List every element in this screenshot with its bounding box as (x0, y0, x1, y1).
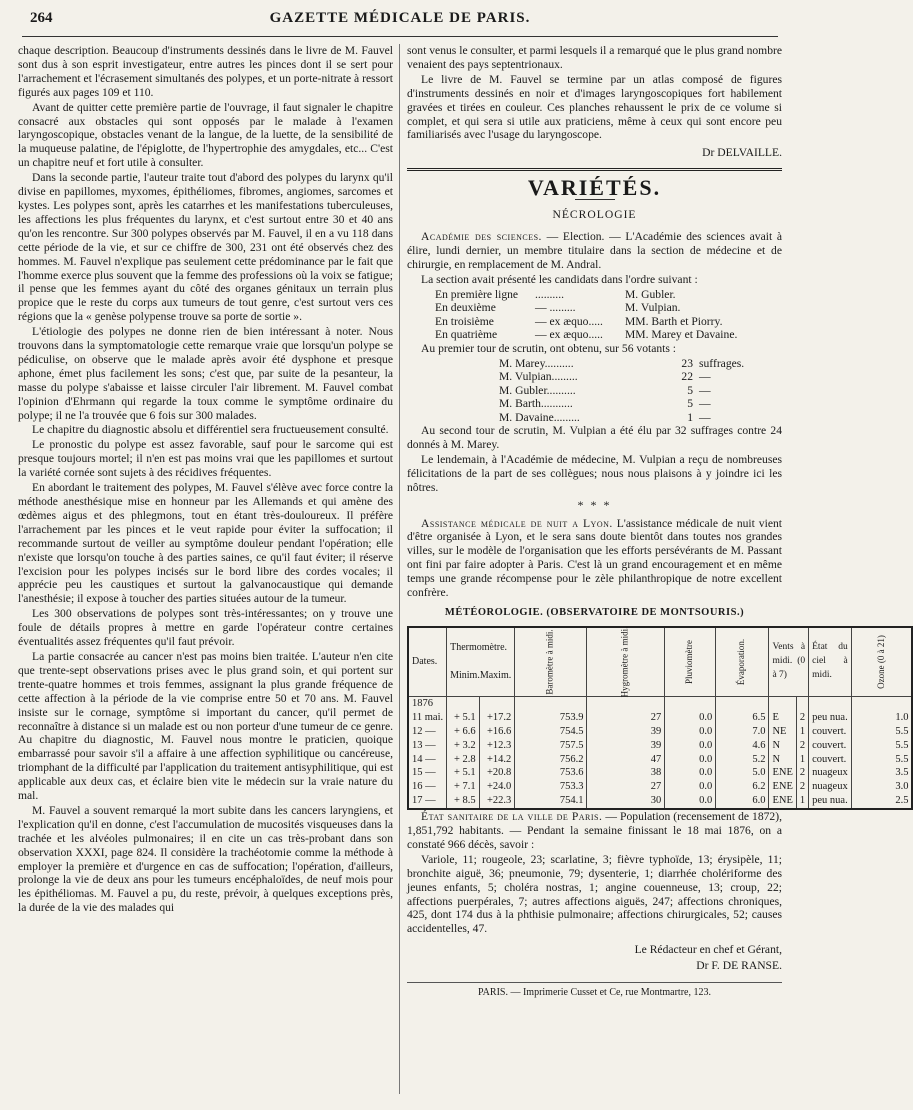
max-cell: +24.0 (479, 780, 515, 794)
second-round-text: Au second tour de scrutin, M. Vulpian a été élu par 32 suffrages contre 24 donnés à M. Marey. (407, 424, 782, 451)
max-cell: +20.8 (479, 766, 515, 780)
page-header (22, 8, 778, 34)
pluvio-cell: 0.0 (665, 711, 716, 725)
editor-signature (407, 942, 782, 974)
force-cell: 1 (796, 725, 808, 739)
minim-label: Minim. (450, 669, 480, 681)
hygro-cell: 47 (587, 753, 665, 767)
force-cell: 1 (796, 753, 808, 767)
vote-count: 23 (681, 356, 693, 370)
meteo-row (408, 725, 912, 739)
candidates-list (407, 288, 782, 342)
candidate-name: M. Gubler. (625, 287, 676, 301)
force-cell: 2 (796, 711, 808, 725)
min-cell: + 6.6 (447, 725, 480, 739)
journal-title: GAZETTE MÉDICALE DE PARIS. (269, 10, 531, 26)
vote-count: 5 (687, 397, 693, 411)
article-paragraph: Le pronostic du polype est assez favorable, sauf pour le sarcome qui est presque toujours mortel; il n'en est pas moins vrai que les papillomes et surtout la variété cornée sont sujets à des récidives fréquentes. (18, 438, 393, 480)
academie-heading: Académie des sciences. (421, 230, 542, 244)
hygrometre-label: Hygromètre à midi. (619, 626, 630, 698)
vote-row (499, 411, 782, 425)
hygro-cell: 39 (587, 739, 665, 753)
votes-list (407, 357, 782, 425)
meteo-row (408, 780, 912, 794)
hygro-cell: 27 (587, 780, 665, 794)
article-paragraph: Le chapitre du diagnostic absolu et différentiel sera fructueusement consulté. (32, 423, 389, 437)
vote-unit: — (699, 397, 711, 411)
meteo-row (408, 739, 912, 753)
academie-text: — Election. — L'Académie des sciences avait à élire, lundi dernier, un membre titulaire dans la section de médecine et de chirurgie, en remplacement de M. Andral. (407, 230, 782, 271)
etat-sanitaire-causes: Variole, 11; rougeole, 23; scarlatine, 3; fièvre typhoïde, 13; érysipèle, 11; bronchite aiguë, 36; pneumonie, 79; dysenterie, 1; diarrhée cholériforme des jeunes enfants, 5; choléra nostras, 1; angine couenneuse, 13; croup, 22; affections puerpérales, 7; autres affections aiguës, 247; affections chroniques, 425, dont 174 dus à la phthisie pulmonaire; affections chirurgicales, 52; causes accidentelles, 47. (407, 852, 782, 936)
vote-unit: — (699, 410, 711, 424)
candidate-name: M. Vulpian. (625, 301, 681, 315)
column-divider (399, 44, 400, 1094)
ciel-cell: couvert. (809, 753, 852, 767)
year-row (408, 696, 912, 710)
hygro-cell: 39 (587, 725, 665, 739)
min-cell: + 8.5 (447, 794, 480, 809)
meteo-row (408, 753, 912, 767)
vote-row (499, 370, 782, 384)
col-vents: Vents à midi. (0 à 7) (769, 627, 809, 697)
vote-unit: suffrages. (699, 356, 745, 370)
candidate-row (435, 328, 782, 342)
meteo-row (408, 794, 912, 809)
ozone-cell: 3.0 (851, 780, 912, 794)
meteo-title: MÉTÉOROLOGIE. (OBSERVATOIRE DE MONTSOURIS.) (444, 606, 745, 618)
candidate-row (435, 315, 782, 329)
printer-imprint: PARIS. — Imprimerie Cusset et Ce, rue Montmartre, 123. (407, 982, 782, 1000)
meteo-row (408, 711, 912, 725)
evaporation-label: Évaporation. (736, 638, 747, 685)
candidate-name: MM. Marey et Davaine. (625, 328, 738, 342)
editor-name: Dr F. DE RANSE. (696, 959, 782, 973)
year-cell: 1876 (408, 696, 447, 710)
candidate-rank: En deuxième (435, 301, 496, 315)
baro-cell: 754.5 (515, 725, 587, 739)
right-column (407, 44, 909, 1102)
col-hygrometre (587, 627, 665, 697)
pluvio-cell: 0.0 (665, 725, 716, 739)
force-cell: 2 (796, 739, 808, 753)
vote-name: M. Marey.......... (499, 356, 574, 370)
ozone-cell: 2.5 (851, 794, 912, 809)
min-cell: + 3.2 (447, 739, 480, 753)
vent-cell: E (769, 711, 796, 725)
date-cell: 12 — (408, 725, 447, 739)
article-paragraph: Avant de quitter cette première partie de l'ouvrage, il faut signaler le chapitre consacré aux obstacles qui sont opposés par le malade à l'examen laryngoscopique, obstacles venant de la langue, de la luette, de la sensibilité de la muqueuse palatine, de l'épiglotte, de l'hypertrophie des amygdales, etc... C'est un chapitre neuf et fort utile à consulter. (18, 100, 393, 170)
candidate-mark: — ex æquo..... (535, 314, 603, 328)
assistance-text: L'assistance médicale de nuit vient d'être organisée à Lyon, et le sera sans doute bientôt dans toutes nos grandes villes, sur le modèle de l'organisation que les efforts persévérants de M. Passant ont fini par faire adopter à Paris. C'est là un grand encouragement et en même temps une grande récompense pour le zèle philanthropique de notre excellent confrère. (407, 516, 782, 600)
col-dates: Dates. (408, 627, 447, 697)
article-paragraph: Le livre de M. Fauvel se termine par un atlas composé de figures d'instruments dessinés en noir et d'images laryngoscopiques fort habilement gravées et tirées en couleur. Ces planches rehaussent le prix de ce volume si complet, et qui sera si utile aux praticiens, même à ceux qui sont encore peu familiarisés avec l'usage du laryngoscope. (407, 72, 782, 142)
hygro-cell: 27 (587, 711, 665, 725)
baro-cell: 754.1 (515, 794, 587, 809)
assistance-paragraph (407, 517, 782, 600)
barometre-label: Baromètre à midi. (544, 629, 555, 695)
col-ozone (851, 627, 912, 697)
article-paragraph: L'étiologie des polypes ne donne rien de bien intéressant à noter. Nous trouvons dans la symptomatologie cette remarque vraie que lorsqu'un polype se pédiculise, on observe que le malade après avoir été dysphone et presque aphone, émet plus facilement les sons; c'est que, par suite de la pesanteur, la masse du polype s'abaisse et laisse circuler l'air librement. M. Fauvel combat l'opinion d'Ehrmann qui regarde la toux comme le symptôme ordinaire du polype; il ne l'a trouvée que 6 fois sur 300 malades. (18, 325, 393, 422)
vote-name: M. Vulpian......... (499, 370, 578, 384)
evap-cell: 7.0 (716, 725, 769, 739)
ciel-cell: couvert. (809, 725, 852, 739)
subsection-necrologie: NÉCROLOGIE (552, 208, 637, 222)
hygro-cell: 38 (587, 766, 665, 780)
baro-cell: 756.2 (515, 753, 587, 767)
max-cell: +17.2 (479, 711, 515, 725)
etat-sanitaire-paragraph (407, 810, 782, 852)
max-cell: +22.3 (479, 794, 515, 809)
meteo-row (408, 766, 912, 780)
vent-cell: N (769, 753, 796, 767)
ozone-cell: 5.5 (851, 725, 912, 739)
article-paragraph: En abordant le traitement des polypes, M. Fauvel s'élève avec force contre la méthode anesthésique mise en honneur par les Allemands et qui amène des œdèmes aigus et des phlegmons, tout en étant très-douloureux. Il préfère l'arrachement par les pinces et le veut rapide pour éviter la suffocation; il recommande surtout de veiller au symptôme douleur pendant l'opération; elle n'existe que lorsqu'on touche à des parties saines, ce qu'il faut éviter; il réserve l'excision pour les polypes incisés sur le bord libre des cordes vocales; il apprécie peu les caustiques et surtout la galvanocaustique qui demande l'anesthésie; il expose à toucher des parties situées autour de la tumeur. (18, 481, 393, 606)
ciel-cell: nuageux (809, 766, 852, 780)
etat-sanitaire-heading: État sanitaire de la ville de Paris. (421, 810, 603, 824)
vote-name: M. Davaine......... (499, 410, 580, 424)
vote-count: 5 (687, 383, 693, 397)
col-etat: État du ciel à midi. (809, 627, 852, 697)
article-paragraph: La partie consacrée au cancer n'est pas moins bien traitée. L'auteur n'en cite que trente-sept observations prises avec le plus grand soin, et qui portent sur trente-quatre hommes et trois femmes, assignant la plus grande fréquence de cette affection à la période de la vie comprise entre 50 et 70 ans. M. Fauvel insiste sur le cornage, symptôme si important du cancer, qu'il permet de reconnaître à distance si un malade est ou non porteur d'une tumeur de ce genre. Au chapitre du diagnostic, M. Fauvel nous montre le praticien, quoique embarrassé pour savoir s'il a affaire à une affection syphilitique ou cancéreuse, triomphant de la difficulté par l'application du traitement antisyphilitique, qui est applicable aux deux cas, et éclaire bien vite le médecin sur la vraie nature du mal. (18, 649, 393, 803)
vent-cell: ENE (769, 766, 796, 780)
meteo-header-row (408, 627, 912, 697)
ciel-cell: nuageux (809, 780, 852, 794)
candidate-mark: — ......... (535, 301, 576, 315)
left-column (18, 44, 393, 1094)
candidate-rank: En quatrième (435, 328, 498, 342)
thermo-label: Thermomètre. (450, 641, 508, 653)
section-title-varietes: VARIÉTÉS. (527, 175, 662, 201)
ciel-cell: peu nua. (809, 794, 852, 809)
vent-cell: ENE (769, 794, 796, 809)
header-rule (22, 36, 778, 37)
article-paragraph: M. Fauvel a souvent remarqué la mort subite dans les cancers laryngiens, et l'explication qu'il en donne, c'est l'accumulation de mucosités visqueuses dans la trachée et les alvéoles pulmonaires; il en cite un cas très-probant dans son observation XXXI, page 824. Il considère la trachéotomie comme la méthode à employer la première et d'urgence en cas de suffocation; l'opération, d'ailleurs, prolonge la vie de deux ans pour les tumeurs encéphaloïdes, de neuf mois pour les épithéliomas. M. Fauvel a pu, du reste, prévoir, à quelques exceptions près, la durée de la vie des malades qui (18, 803, 393, 915)
min-cell: + 7.1 (447, 780, 480, 794)
candidate-mark: — ex æquo..... (535, 328, 603, 342)
col-evaporation (716, 627, 769, 697)
vote-count: 1 (687, 410, 693, 424)
date-cell: 15 — (408, 766, 447, 780)
vote-row (499, 397, 782, 411)
article-paragraph: Les 300 observations de polypes sont très-intéressantes; on y trouve une foule de détails propres à mettre en garde l'opérateur contre certaines éventualités assez fréquentes qu'il faut prévoir. (18, 607, 393, 649)
pluvio-cell: 0.0 (665, 780, 716, 794)
vent-cell: ENE (769, 780, 796, 794)
force-cell: 2 (796, 780, 808, 794)
vent-cell: N (769, 739, 796, 753)
vote-row (499, 357, 782, 371)
vote-unit: — (699, 370, 711, 384)
min-cell: + 2.8 (447, 753, 480, 767)
evap-cell: 5.2 (716, 753, 769, 767)
col-thermometre (447, 627, 515, 697)
ciel-cell: peu nua. (809, 711, 852, 725)
evap-cell: 6.5 (716, 711, 769, 725)
vote-name: M. Gubler.......... (499, 383, 576, 397)
evap-cell: 5.0 (716, 766, 769, 780)
date-cell: 17 — (408, 794, 447, 809)
col-barometre (515, 627, 587, 697)
candidates-intro: La section avait présenté les candidats dans l'ordre suivant : (421, 272, 698, 286)
max-cell: +16.6 (479, 725, 515, 739)
candidate-rank: En première ligne (435, 287, 519, 301)
baro-cell: 753.3 (515, 780, 587, 794)
ozone-label: Ozone (0 à 21) (875, 635, 886, 689)
candidate-mark: .......... (535, 287, 564, 301)
min-cell: + 5.1 (447, 766, 480, 780)
etat-sanitaire-text: — Population (recensement de 1872), 1,851,792 habitants. — Pendant la semaine finissant le 18 mai 1876, on a constaté 966 décès, savoir : (407, 810, 782, 851)
min-cell: + 5.1 (447, 711, 480, 725)
section-rule (407, 168, 782, 171)
evap-cell: 6.2 (716, 780, 769, 794)
baro-cell: 753.9 (515, 711, 587, 725)
evap-cell: 4.6 (716, 739, 769, 753)
article-paragraph: chaque description. Beaucoup d'instruments dessinés dans le livre de M. Fauvel sont dus à son esprit investigateur, entre autres les pinces dont il se sert pour l'arrachement et l'écrasement simultanés des polypes, et un porte-nitrate à ressort figurés aux pages 109 et 110. (18, 44, 393, 99)
ciel-cell: couvert. (809, 739, 852, 753)
baro-cell: 757.5 (515, 739, 587, 753)
pluvio-cell: 0.0 (665, 739, 716, 753)
pluvio-cell: 0.0 (665, 766, 716, 780)
ozone-cell: 3.5 (851, 766, 912, 780)
evap-cell: 6.0 (716, 794, 769, 809)
pluvio-cell: 0.0 (665, 794, 716, 809)
candidate-name: MM. Barth et Piorry. (625, 314, 723, 328)
maxim-label: Maxim. (479, 669, 512, 681)
academie-paragraph (407, 230, 782, 272)
force-cell: 1 (796, 794, 808, 809)
vote-name: M. Barth........... (499, 397, 573, 411)
baro-cell: 753.6 (515, 766, 587, 780)
vote-unit: — (699, 383, 711, 397)
max-cell: +14.2 (479, 753, 515, 767)
ozone-cell: 1.0 (851, 711, 912, 725)
pluvio-cell: 0.0 (665, 753, 716, 767)
hygro-cell: 30 (587, 794, 665, 809)
max-cell: +12.3 (479, 739, 515, 753)
author-signature: Dr DELVAILLE. (702, 146, 782, 160)
col-pluviometre (665, 627, 716, 697)
date-cell: 14 — (408, 753, 447, 767)
page-number: 264 (30, 10, 53, 26)
candidate-row (435, 301, 782, 315)
ozone-cell: 5.5 (851, 753, 912, 767)
first-round-text: Au premier tour de scrutin, ont obtenu, sur 56 votants : (421, 341, 677, 355)
force-cell: 2 (796, 766, 808, 780)
assistance-heading: Assistance médicale de nuit a Lyon. (421, 516, 613, 530)
vote-count: 22 (681, 370, 693, 384)
ozone-cell: 5.5 (851, 739, 912, 753)
asterism: * * * (577, 497, 612, 512)
lendemain-text: Le lendemain, à l'Académie de médecine, M. Vulpian a reçu de nombreuses félicitations de la part de ses collègues; nous nous plaisons à y joindre ici les nôtres. (407, 452, 782, 494)
candidate-rank: En troisième (435, 314, 494, 328)
vent-cell: NE (769, 725, 796, 739)
date-cell: 13 — (408, 739, 447, 753)
vote-row (499, 384, 782, 398)
candidate-row (435, 288, 782, 302)
date-cell: 16 — (408, 780, 447, 794)
article-paragraph: sont venus le consulter, et parmi lesquels il a remarqué que le plus grand nombre venaient des pays septentrionaux. (407, 44, 782, 71)
pluviometre-label: Pluviomètre (684, 639, 695, 684)
meteo-table (407, 626, 913, 810)
article-paragraph: Dans la seconde partie, l'auteur traite tout d'abord des polypes du larynx qu'il divise en papillomes, myxomes, épithéliomes, fibromes, angiomes, sarcomes et kystes. Les polypes sont, après les catarrhes et les manifestations tuberculeuses, les affections les plus fréquentes du larynx, et c'est surtout entre 30 et 40 ans qu'on les rencontre. Sur 300 polypes observés par M. Fauvel, il en a vu 118 dans cette période de la vie, et sur ce chiffre de 300, 231 ont été observés chez des hommes. M. Fauvel n'explique pas seulement cette prédominance par le fait que l'homme exerce plus souvent que la femme des professions où la voix se fatigue; il pense que les femmes ayant du côté des organes génitaux un terrain plus propice que le reste du corps aux tumeurs de tout genre, c'est surtout vers ces régions que la « genèse polypense trouve sa porte de sortie ». (18, 171, 393, 324)
date-cell: 11 mai. (408, 711, 447, 725)
editor-role: Le Rédacteur en chef et Gérant, (634, 943, 782, 957)
